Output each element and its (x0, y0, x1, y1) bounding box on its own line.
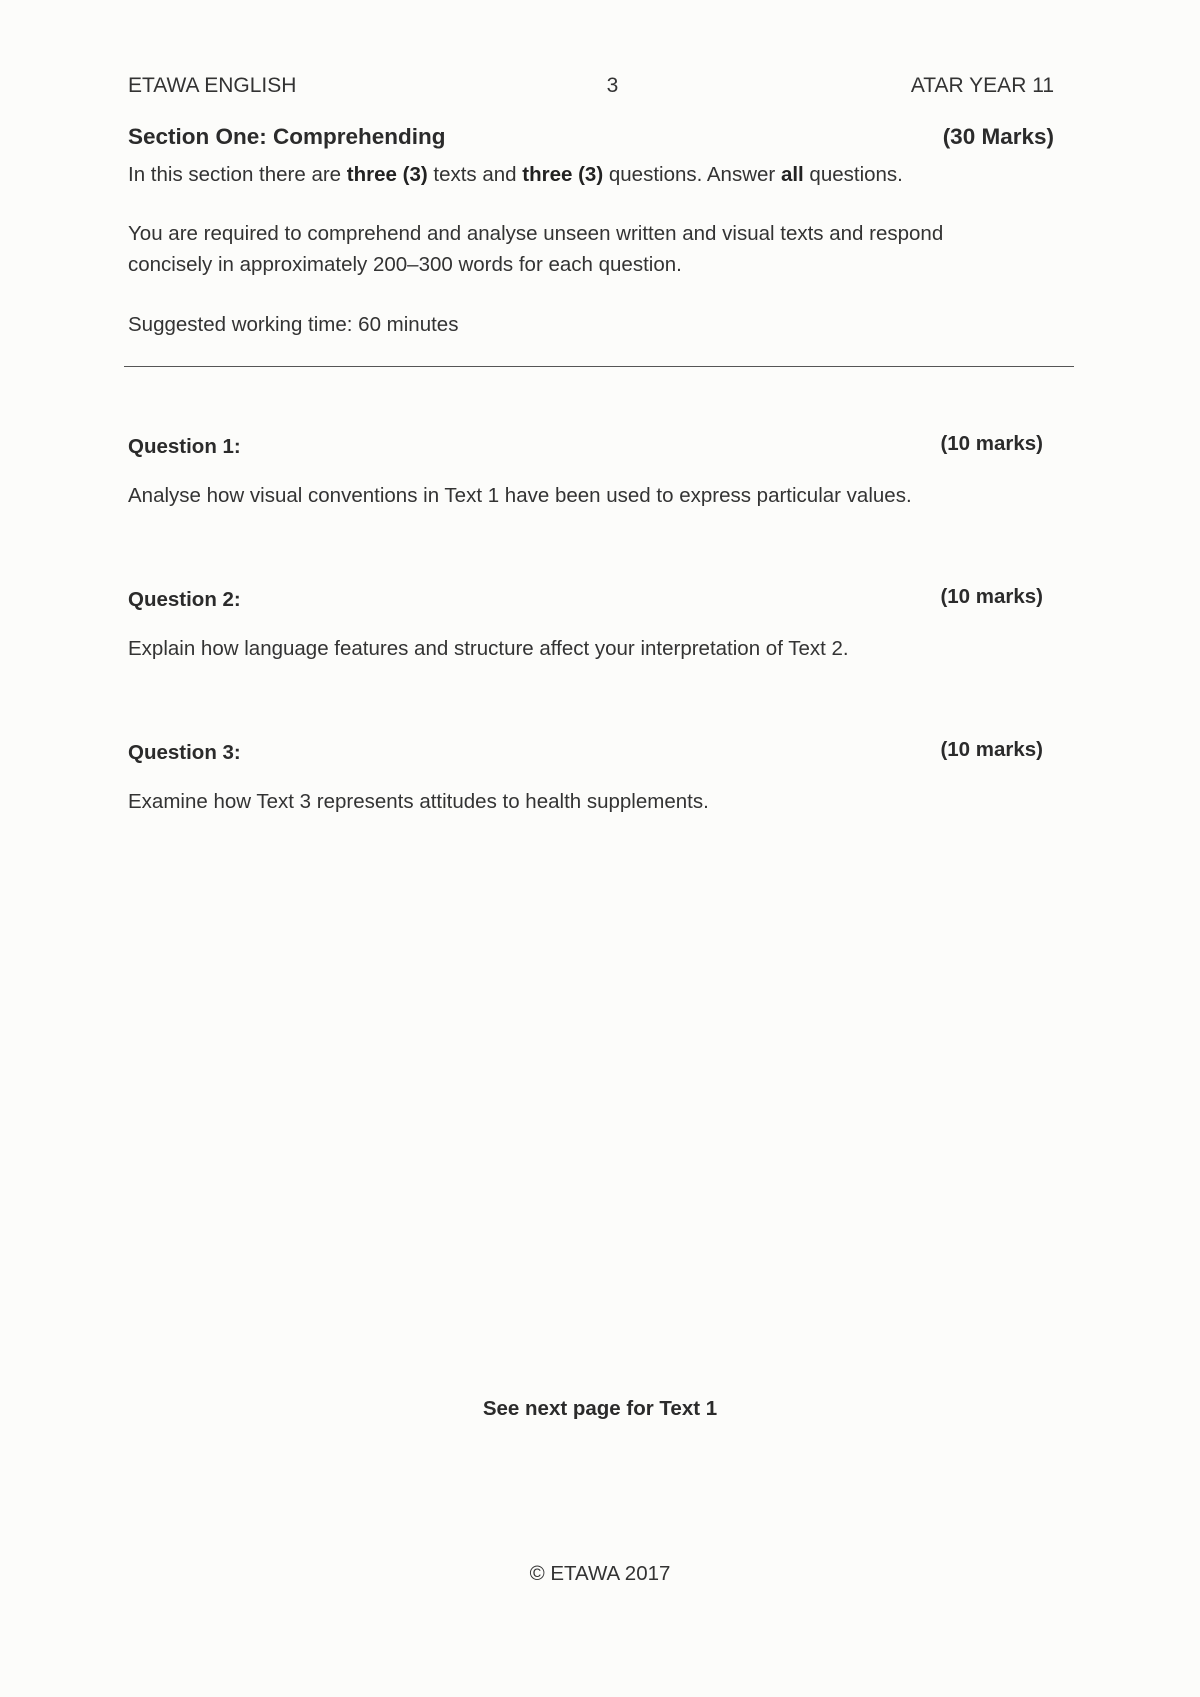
section-marks: (30 Marks) (942, 124, 1054, 149)
intro-emphasis: all (780, 163, 804, 186)
question-text: Explain how language features and structure affect your interpretation of Text 2. (128, 637, 849, 660)
intro-emphasis: three (3) (346, 163, 428, 186)
question-text: Examine how Text 3 represents attitudes to health supplements. (128, 790, 709, 813)
question-marks: (10 marks) (940, 432, 1043, 455)
intro-emphasis: three (3) (522, 163, 604, 186)
working-time: Suggested working time: 60 minutes (128, 313, 459, 336)
page-number: 3 (606, 74, 619, 97)
question-marks: (10 marks) (940, 738, 1043, 761)
copyright: © ETAWA 2017 (529, 1562, 671, 1585)
header-subject: ETAWA ENGLISH (128, 74, 297, 97)
question-text: Analyse how visual conventions in Text 1 have been used to express particular values. (128, 484, 912, 507)
intro-text: questions. Answer (603, 163, 781, 186)
question-label: Question 1: (128, 435, 241, 458)
section-intro (128, 159, 1058, 190)
header-course: ATAR YEAR 11 (910, 74, 1054, 97)
section-instructions: You are required to comprehend and analyse unseen written and visual texts and respond concisely in approximately 200–300 words for each question. (128, 222, 944, 276)
question-label: Question 2: (128, 588, 241, 611)
intro-text: In this section there are (128, 163, 347, 186)
question-marks: (10 marks) (940, 585, 1043, 608)
next-page-note: See next page for Text 1 (482, 1397, 718, 1420)
divider-line (124, 366, 1074, 367)
intro-text: texts and (427, 163, 523, 186)
intro-text: questions. (803, 163, 903, 186)
question-label: Question 3: (128, 741, 241, 764)
section-title: Section One: Comprehending (128, 124, 446, 149)
